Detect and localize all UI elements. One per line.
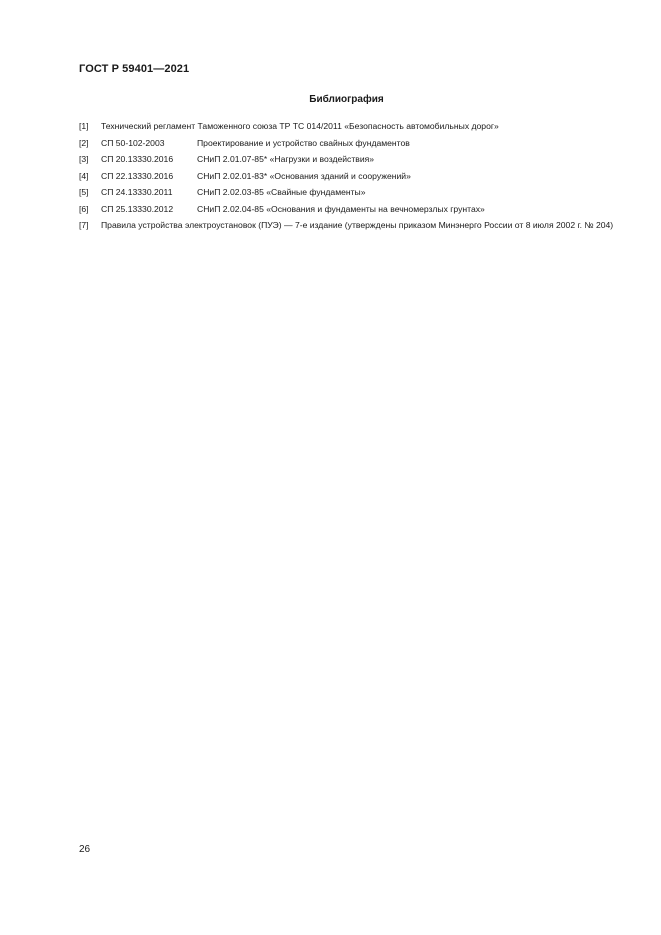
bibliography-item-text: Технический регламент Таможенного союза ТР ТС 014/2011 «Безопасность автомобильных дорог» [101, 121, 499, 131]
document-code-header: ГОСТ Р 59401—2021 [79, 63, 190, 75]
bibliography-item-code: СП 22.13330.2016 [101, 170, 174, 181]
bibliography-item [79, 220, 616, 231]
bibliography-item-text: СНиП 2.01.07-85* «Нагрузки и воздействия» [197, 154, 375, 164]
bibliography-item-code: СП 20.13330.2016 [101, 154, 174, 164]
bibliography-item [79, 187, 616, 198]
bibliography-item-number: [5] [79, 187, 89, 197]
bibliography-item-number: [7] [79, 220, 89, 230]
bibliography-item-body [101, 138, 616, 149]
bibliography-item-code: СП 50-102-2003 [101, 137, 165, 148]
bibliography-item-body [101, 154, 616, 165]
bibliography-item-number: [2] [79, 137, 89, 148]
bibliography-item-body [101, 121, 616, 132]
bibliography-item-body [101, 171, 616, 182]
bibliography-item-text: СНиП 2.02.03-85 «Свайные фундаменты» [197, 187, 366, 197]
bibliography-item [79, 138, 616, 149]
bibliography-item [79, 121, 616, 132]
bibliography-list [79, 121, 616, 237]
page-number: 26 [79, 844, 91, 855]
bibliography-item-code: СП 25.13330.2012 [101, 203, 174, 214]
bibliography-item-text: СНиП 2.02.01-83* «Основания зданий и сооружений» [197, 170, 411, 181]
bibliography-item-body [101, 220, 616, 231]
bibliography-item-number: [1] [79, 121, 89, 131]
bibliography-item-number: [3] [79, 154, 89, 164]
bibliography-item [79, 171, 616, 182]
bibliography-item [79, 154, 616, 165]
section-title: Библиография [309, 94, 384, 105]
bibliography-item-code: СП 24.13330.2011 [101, 187, 173, 197]
bibliography-item-text: Правила устройства электроустановок (ПУЭ) — 7-е издание (утверждены приказом Минэнерго России от 8 июля 2002 г. № 204) [101, 220, 614, 230]
bibliography-item-body [101, 204, 616, 215]
bibliography-item-text: Проектирование и устройство свайных фундаментов [197, 137, 410, 148]
bibliography-item-number: [4] [79, 170, 89, 181]
bibliography-item-number: [6] [79, 203, 89, 214]
bibliography-item [79, 204, 616, 215]
bibliography-item-body [101, 187, 616, 198]
bibliography-item-text: СНиП 2.02.04-85 «Основания и фундаменты на вечномерзлых грунтах» [197, 203, 485, 214]
